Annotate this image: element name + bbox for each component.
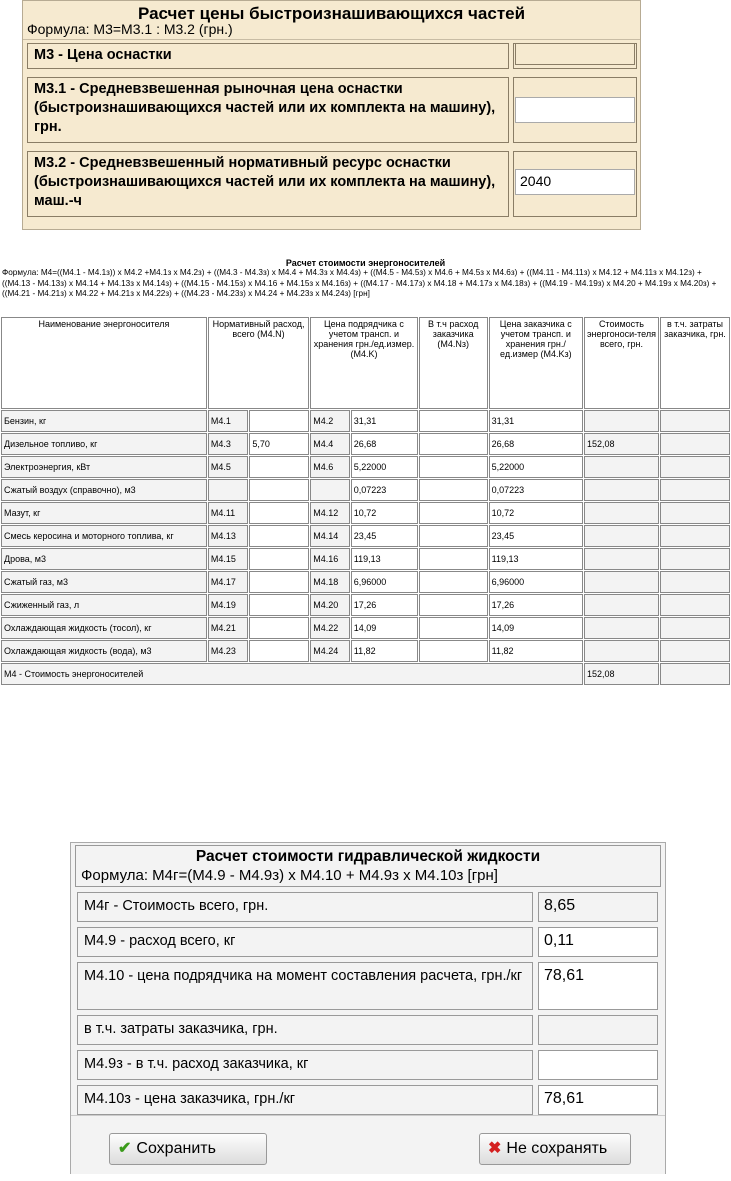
row-norm-input[interactable] <box>249 502 309 524</box>
row-name: Электроэнергия, кВт <box>1 456 207 478</box>
row-cost <box>584 456 659 478</box>
row-price-code: М4.2 <box>310 410 350 432</box>
row-cust-qty-input[interactable] <box>419 502 488 524</box>
row-price-input[interactable]: 5,22000 <box>351 456 418 478</box>
row-price-input[interactable]: 6,96000 <box>351 571 418 593</box>
row-norm-code: М4.23 <box>208 640 249 662</box>
row-name: Охлаждающая жидкость (тосол), кг <box>1 617 207 639</box>
hydraulic-title: Расчет стоимости гидравлической жидкости <box>195 848 541 865</box>
hydraulic-formula: Формула: М4г=(М4.9 - М4.9з) х М4.10 + М4.9з х М4.10з [грн] <box>81 867 498 884</box>
row-price-input[interactable]: 17,26 <box>351 594 418 616</box>
row-norm-input[interactable] <box>249 640 309 662</box>
header-cost: Стоимость энергоноси-теля всего, грн. <box>584 317 659 409</box>
row-cost <box>584 640 659 662</box>
row-price-code: М4.20 <box>310 594 350 616</box>
row-price-input[interactable]: 119,13 <box>351 548 418 570</box>
row-price-input[interactable]: 0,07223 <box>351 479 418 501</box>
m4-10-input[interactable]: 78,61 <box>538 962 658 1010</box>
row-cust-qty-input[interactable] <box>419 548 488 570</box>
energy-formula: Формула: М4=((М4.1 - М4.1з)) х М4.2 +М4.1з х М4.2з) + ((М4.3 - М4.3з) х М4.4 + М4.3з х М4.4з) + ((М4.5 - М4.5з) х М4.6 + М4.5з х М4.6з) + ((М4.11 - М4.11з) х М4.12 + М4.11з х М4.12з) + ((М4.13 - М4.13з) х М4.14 + М4.13з х М4.14з) + ((М4.15 - М4.15з) х М4.16 + М4.15з х М4.16з) + ((М4.17 - М4.17з) х М4.18 + М4.17з х М4.18з) + ((М4.19 - М4.19з) х М4.20 + М4.19з х М4.20з) + ((М4.21 - М4.21з) х М4.22 + М4.21з х М4.22з) + ((М4.23 - М4.23з) х М4.24 + М4.23з х М4.24з) [грн] <box>2 268 717 298</box>
m4g-value: 8,65 <box>538 892 658 922</box>
row-norm-input[interactable] <box>249 548 309 570</box>
row-cust-qty-input[interactable] <box>419 525 488 547</box>
header-name: Наименование энергоносителя <box>1 317 207 409</box>
row-cust-cost <box>660 456 730 478</box>
row-cust-cost <box>660 617 730 639</box>
row-name: Дрова, м3 <box>1 548 207 570</box>
total-cust-value <box>660 663 730 685</box>
save-button-label: Сохранить <box>136 1140 216 1157</box>
row-cust-cost <box>660 548 730 570</box>
row-name: Мазут, кг <box>1 502 207 524</box>
m3-label: М3 - Цена оснастки <box>27 43 509 69</box>
row-cust-price-input[interactable]: 6,96000 <box>489 571 583 593</box>
cancel-button-label: Не сохранять <box>506 1140 608 1157</box>
row-cust-qty-input[interactable] <box>419 410 488 432</box>
row-name: Бензин, кг <box>1 410 207 432</box>
table-row <box>1 479 730 501</box>
row-name: Сжатый газ, м3 <box>1 571 207 593</box>
row-cust-cost <box>660 571 730 593</box>
row-norm-code: М4.17 <box>208 571 249 593</box>
row-cost <box>584 548 659 570</box>
table-row <box>1 640 730 662</box>
table-row <box>1 410 730 432</box>
row-norm-code: М4.21 <box>208 617 249 639</box>
row-cost <box>584 617 659 639</box>
m4-10z-input[interactable]: 78,61 <box>538 1085 658 1115</box>
cross-icon: ✖ <box>488 1140 502 1157</box>
header-norm: Нормативный расход, всего (М4.N) <box>208 317 309 409</box>
row-cust-price-input[interactable]: 10,72 <box>489 502 583 524</box>
row-norm-input[interactable] <box>249 594 309 616</box>
table-row <box>1 433 730 455</box>
row-price-input[interactable]: 31,31 <box>351 410 418 432</box>
wear-parts-panel <box>22 0 641 230</box>
row-norm-input[interactable]: 5,70 <box>249 433 309 455</box>
m4-9-label: М4.9 - расход всего, кг <box>77 927 533 957</box>
energy-panel <box>0 258 731 686</box>
row-cust-cost <box>660 502 730 524</box>
row-cust-price-input[interactable]: 5,22000 <box>489 456 583 478</box>
row-norm-input[interactable] <box>249 617 309 639</box>
total-label: М4 - Стоимость энергоносителей <box>1 663 583 685</box>
row-name: Сжиженный газ, л <box>1 594 207 616</box>
row-cust-price-input[interactable]: 31,31 <box>489 410 583 432</box>
cancel-button[interactable] <box>479 1133 631 1165</box>
row-norm-input[interactable] <box>249 571 309 593</box>
row-cust-price-input[interactable]: 11,82 <box>489 640 583 662</box>
row-cust-price-input[interactable]: 26,68 <box>489 433 583 455</box>
m4-9z-input[interactable] <box>538 1050 658 1080</box>
row-cost: 152,08 <box>584 433 659 455</box>
row-cust-price-input[interactable]: 14,09 <box>489 617 583 639</box>
row-price-code: М4.6 <box>310 456 350 478</box>
row-name: Охлаждающая жидкость (вода), м3 <box>1 640 207 662</box>
row-name: Дизельное топливо, кг <box>1 433 207 455</box>
button-bar <box>71 1115 665 1174</box>
wear-parts-title: Расчет цены быстроизнашивающихся частей <box>137 4 526 23</box>
row-price-input[interactable]: 23,45 <box>351 525 418 547</box>
row-price-code: М4.18 <box>310 571 350 593</box>
row-cust-price-input[interactable]: 119,13 <box>489 548 583 570</box>
row-name: Смесь керосина и моторного топлива, кг <box>1 525 207 547</box>
hydraulic-panel <box>70 842 666 1174</box>
row-price-input[interactable]: 14,09 <box>351 617 418 639</box>
row-cust-cost <box>660 525 730 547</box>
row-price-input[interactable]: 11,82 <box>351 640 418 662</box>
row-price-code <box>310 479 350 501</box>
row-cust-cost <box>660 594 730 616</box>
row-norm-code: М4.19 <box>208 594 249 616</box>
row-norm-code: М4.13 <box>208 525 249 547</box>
row-price-code: М4.12 <box>310 502 350 524</box>
row-norm-input[interactable] <box>249 525 309 547</box>
row-norm-input[interactable] <box>249 456 309 478</box>
row-norm-input[interactable] <box>249 479 309 501</box>
row-price-code: М4.4 <box>310 433 350 455</box>
row-name: Сжатый воздух (справочно), м3 <box>1 479 207 501</box>
row-cost <box>584 571 659 593</box>
row-norm-code: М4.1 <box>208 410 249 432</box>
row-norm-code: М4.11 <box>208 502 249 524</box>
row-price-input[interactable]: 10,72 <box>351 502 418 524</box>
row-cust-price-input[interactable]: 23,45 <box>489 525 583 547</box>
wear-parts-formula: Формула: М3=М3.1 : М3.2 (грн.) <box>27 21 233 37</box>
row-price-code: М4.22 <box>310 617 350 639</box>
m4g-label: М4г - Стоимость всего, грн. <box>77 892 533 922</box>
row-norm-code: М4.3 <box>208 433 249 455</box>
row-cust-qty-input[interactable] <box>419 456 488 478</box>
row-norm-code: М4.15 <box>208 548 249 570</box>
m4-9-input[interactable]: 0,11 <box>538 927 658 957</box>
row-cust-cost <box>660 433 730 455</box>
cust-cost-value <box>538 1015 658 1045</box>
save-button[interactable] <box>109 1133 267 1165</box>
row-cost <box>584 410 659 432</box>
table-row <box>1 571 730 593</box>
table-row <box>1 548 730 570</box>
row-cust-qty-input[interactable] <box>419 433 488 455</box>
row-norm-input[interactable] <box>249 410 309 432</box>
m3-1-input[interactable] <box>515 97 635 123</box>
table-row <box>1 617 730 639</box>
row-cost <box>584 525 659 547</box>
row-cust-cost <box>660 640 730 662</box>
row-cust-qty-input[interactable] <box>419 617 488 639</box>
row-price-code: М4.24 <box>310 640 350 662</box>
row-cust-qty-input[interactable] <box>419 479 488 501</box>
row-cost <box>584 594 659 616</box>
row-price-input[interactable]: 26,68 <box>351 433 418 455</box>
row-norm-code <box>208 479 249 501</box>
row-cost <box>584 502 659 524</box>
m3-1-label: М3.1 - Средневзвешенная рыночная цена оснастки (быстроизнашивающихся частей или их комплекта на машину), грн. <box>27 77 509 143</box>
row-price-code: М4.14 <box>310 525 350 547</box>
table-row <box>1 502 730 524</box>
row-cust-cost <box>660 479 730 501</box>
energy-table <box>0 316 731 686</box>
cust-cost-label: в т.ч. затраты заказчика, грн. <box>77 1015 533 1045</box>
m4-10z-label: М4.10з - цена заказчика, грн./кг <box>77 1085 533 1115</box>
table-row <box>1 525 730 547</box>
header-price: Цена подрядчика с учетом трансп. и хранения грн./ед.измер. (М4.K) <box>310 317 417 409</box>
row-cust-qty-input[interactable] <box>419 640 488 662</box>
table-row <box>1 594 730 616</box>
wear-parts-header <box>23 1 640 40</box>
m4-9z-label: М4.9з - в т.ч. расход заказчика, кг <box>77 1050 533 1080</box>
row-norm-code: М4.5 <box>208 456 249 478</box>
hydraulic-header <box>75 845 661 887</box>
header-cust-qty: В т.ч расход заказчика (М4.Nз) <box>419 317 488 409</box>
row-cust-qty-input[interactable] <box>419 594 488 616</box>
row-cost <box>584 479 659 501</box>
m3-value <box>515 43 635 65</box>
header-cust-price: Цена заказчика с учетом трансп. и хранения грн./ед.измер (М4.Kз) <box>489 317 583 409</box>
m4-10-label: М4.10 - цена подрядчика на момент составления расчета, грн./кг <box>77 962 533 1010</box>
m3-2-input[interactable]: 2040 <box>515 169 635 195</box>
energy-title: Расчет стоимости энергоносителей <box>285 258 446 268</box>
row-cust-price-input[interactable]: 17,26 <box>489 594 583 616</box>
row-cust-cost <box>660 410 730 432</box>
header-cust-cost: в т.ч. затраты заказчика, грн. <box>660 317 730 409</box>
table-row <box>1 456 730 478</box>
row-cust-price-input[interactable]: 0,07223 <box>489 479 583 501</box>
check-icon: ✔ <box>118 1140 132 1157</box>
m3-2-label: М3.2 - Средневзвешенный нормативный ресурс оснастки (быстроизнашивающихся частей или их комплекта на машину), маш.-ч <box>27 151 509 217</box>
row-price-code: М4.16 <box>310 548 350 570</box>
total-value: 152,08 <box>584 663 659 685</box>
row-cust-qty-input[interactable] <box>419 571 488 593</box>
